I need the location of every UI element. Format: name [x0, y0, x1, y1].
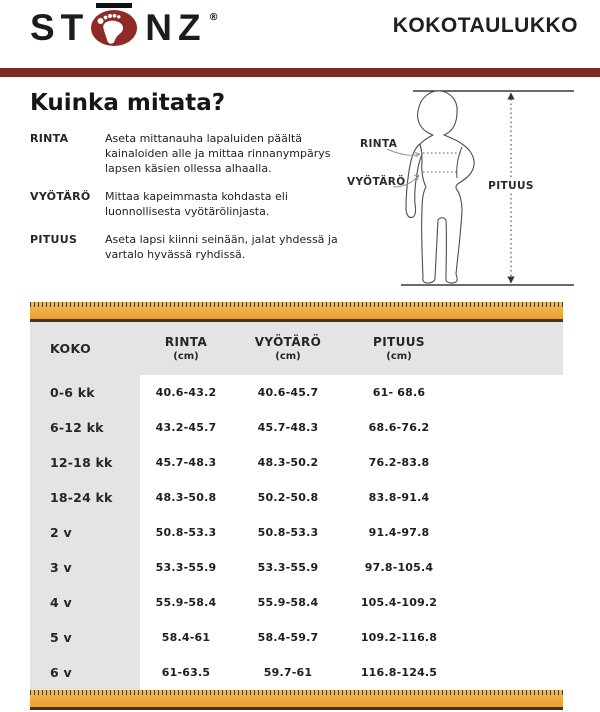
size-table [30, 302, 563, 710]
column-header-vyotaro: VYÖTÄRÖ (cm) [254, 335, 322, 362]
cell-rinta: 48.3-50.8 [155, 491, 217, 504]
cell-pituus: 76.2-83.8 [368, 456, 430, 469]
table-row [30, 480, 563, 515]
cell-pituus: 83.8-91.4 [368, 491, 430, 504]
accent-divider-bar [0, 68, 600, 77]
cell-vyotaro: 55.9-58.4 [257, 596, 319, 609]
cell-pituus: 105.4-109.2 [360, 596, 438, 609]
cell-rinta: 53.3-55.9 [155, 561, 217, 574]
cell-vyotaro: 58.4-59.7 [257, 631, 319, 644]
table-row [30, 655, 563, 690]
cell-pituus: 61- 68.6 [372, 386, 426, 399]
measure-term-label: RINTA [30, 132, 69, 145]
cell-pituus: 97.8-105.4 [364, 561, 434, 574]
cell-vyotaro: 48.3-50.2 [257, 456, 319, 469]
column-header-koko: KOKO [50, 341, 92, 356]
table-row [30, 375, 563, 410]
measure-term-row [30, 189, 350, 219]
measuring-tape-bottom [30, 690, 563, 710]
figure-waist-label: VYÖTÄRÖ [347, 176, 406, 188]
cell-vyotaro: 50.8-53.3 [257, 526, 319, 539]
cell-koko: 5 v [50, 630, 72, 645]
measure-heading: Kuinka mitata? [30, 90, 226, 116]
column-header-pituus: PITUUS (cm) [373, 335, 425, 362]
table-row [30, 620, 563, 655]
measure-term-description: Aseta mittanauha lapaluiden päältä kainaloiden alle ja mittaa rinnanympärys lapsen käsien ollessa alhaalla. [105, 132, 331, 175]
measure-term-description: Aseta lapsi kiinni seinään, jalat yhdessä ja vartalo hyvässä ryhdissä. [105, 233, 338, 261]
cell-rinta: 55.9-58.4 [155, 596, 217, 609]
cell-vyotaro: 50.2-50.8 [257, 491, 319, 504]
figure-height-label: PITUUS [488, 180, 534, 192]
measuring-tape-top [30, 302, 563, 322]
measure-term-description: Mittaa kapeimmasta kohdasta eli luonnollisesta vyötärölinjasta. [105, 190, 288, 218]
cell-vyotaro: 45.7-48.3 [257, 421, 319, 434]
cell-vyotaro: 40.6-45.7 [257, 386, 319, 399]
table-row [30, 550, 563, 585]
page-header [30, 6, 578, 48]
measure-term-row [30, 131, 350, 176]
size-table-body [30, 375, 563, 690]
stonz-logo [30, 8, 219, 48]
cell-rinta: 50.8-53.3 [155, 526, 217, 539]
measure-term-label: VYÖTÄRÖ [30, 190, 91, 203]
cell-koko: 3 v [50, 560, 72, 575]
cell-rinta: 58.4-61 [161, 631, 211, 644]
cell-pituus: 91.4-97.8 [368, 526, 430, 539]
logo-text-left: ST [30, 7, 90, 48]
figure-chest-label: RINTA [360, 138, 398, 150]
page-title: KOKOTAULUKKO [392, 14, 578, 37]
cell-pituus: 68.6-76.2 [368, 421, 430, 434]
child-measurement-illustration [343, 86, 580, 300]
measure-term-row [30, 232, 350, 262]
cell-koko: 6-12 kk [50, 420, 104, 435]
measure-term-label: PITUUS [30, 233, 78, 246]
cell-pituus: 116.8-124.5 [360, 666, 438, 679]
table-row [30, 585, 563, 620]
cell-koko: 6 v [50, 665, 72, 680]
measure-terms-list [30, 131, 350, 275]
cell-rinta: 43.2-45.7 [155, 421, 217, 434]
table-row [30, 410, 563, 445]
cell-koko: 4 v [50, 595, 72, 610]
cell-koko: 0-6 kk [50, 385, 95, 400]
cell-koko: 2 v [50, 525, 72, 540]
column-header-rinta: RINTA (cm) [164, 335, 208, 362]
cell-koko: 12-18 kk [50, 455, 113, 470]
cell-rinta: 61-63.5 [161, 666, 211, 679]
footprint-icon [91, 10, 137, 46]
logo-text-right: NZ [145, 7, 207, 48]
table-row [30, 515, 563, 550]
cell-vyotaro: 59.7-61 [263, 666, 313, 679]
size-table-header [30, 322, 563, 375]
logo-macron [96, 3, 132, 8]
table-row [30, 445, 563, 480]
registered-mark: ® [208, 11, 219, 23]
cell-vyotaro: 53.3-55.9 [257, 561, 319, 574]
cell-koko: 18-24 kk [50, 490, 113, 505]
cell-pituus: 109.2-116.8 [360, 631, 438, 644]
cell-rinta: 40.6-43.2 [155, 386, 217, 399]
cell-rinta: 45.7-48.3 [155, 456, 217, 469]
